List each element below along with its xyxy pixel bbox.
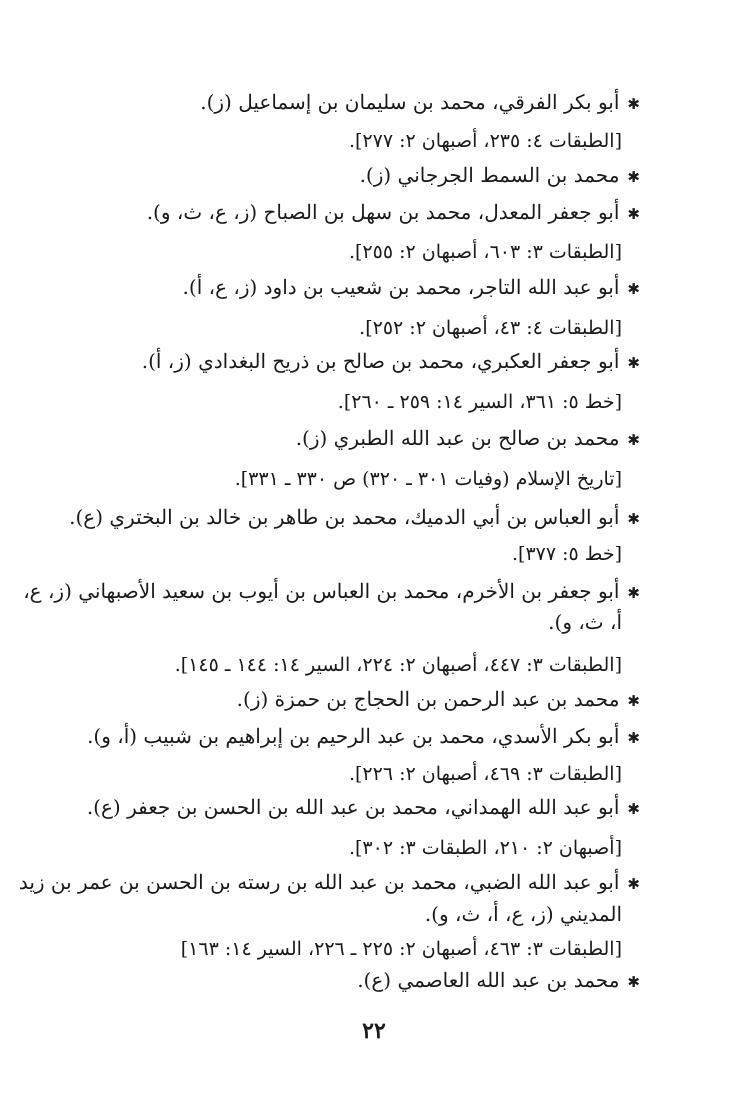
asterisk-icon: ✱ [627,168,640,186]
asterisk-icon: ✱ [627,800,640,818]
entry-text: أبو عبد الله الهمداني، محمد بن عبد الله بن الحسن بن جعفر (ع). [86,795,620,819]
reference-line [349,834,622,862]
reference-text: [الطبقات ٣: ٤٦٣، أصبهان ٢: ٢٢٥ ـ ٢٢٦، السير ١٤: ١٦٣] [180,938,622,960]
asterisk-icon: ✱ [627,692,640,710]
entry-text: المديني (ز، ع، أ، ث، و). [424,902,622,926]
reference-line [235,465,622,493]
reference-line [512,540,622,568]
entry-continuation-line [548,608,622,636]
reference-line [349,760,622,788]
entry-text: أبو عبد الله التاجر، محمد بن شعيب بن داود (ز، ع، أ). [182,275,620,299]
entry-line [296,424,640,454]
asterisk-icon: ✱ [627,354,640,372]
entry-line [147,198,640,228]
reference-line [338,388,622,416]
reference-line [175,651,622,679]
reference-line [359,314,622,342]
reference-text: [الطبقات ٣: ٤٦٩، أصبهان ٢: ٢٢٦]. [348,763,622,785]
entry-line [357,966,640,996]
asterisk-icon: ✱ [627,510,640,528]
asterisk-icon: ✱ [627,95,640,113]
entry-text: محمد بن صالح بن عبد الله الطبري (ز). [295,426,620,450]
entry-line [142,347,640,377]
entry-text: أبو بكر الأسدي، محمد بن عبد الرحيم بن إبراهيم بن شبيب (أ، و). [87,724,620,748]
reference-text: [الطبقات ٣: ٤٤٧، أصبهان ٢: ٢٢٤، السير ١٤: ١٤٤ ـ ١٤٥]. [174,654,622,676]
reference-line [181,935,622,963]
reference-text: [خط ٥: ٣٧٧]. [512,543,622,565]
asterisk-icon: ✱ [627,280,640,298]
entry-text: أبو جعفر المعدل، محمد بن سهل بن الصباح (ز، ع، ث، و). [146,200,620,224]
reference-text: [أصبهان ٢: ٢١٠، الطبقات ٣: ٣٠٢]. [348,837,622,859]
reference-text: [الطبقات ٣: ٦٠٣، أصبهان ٢: ٢٥٥]. [348,241,622,263]
entry-line [237,685,640,715]
asterisk-icon: ✱ [627,973,640,991]
asterisk-icon: ✱ [627,431,640,449]
entry-continuation-line [425,900,622,928]
entry-text: أبو جعفر العكبري، محمد بن صالح بن ذريح البغدادي (ز، أ). [141,349,620,373]
entry-line [87,793,640,823]
entry-text: أبو عبد الله الضبي، محمد بن عبد الله بن رسته بن الحسن بن عمر بن زيد [18,870,620,894]
entry-text: محمد بن عبد الرحمن بن الحجاج بن حمزة (ز). [236,687,620,711]
entry-line [200,88,640,118]
entry-line [183,273,640,303]
asterisk-icon: ✱ [627,205,640,223]
reference-line [349,127,622,155]
asterisk-icon: ✱ [627,584,640,602]
entry-text: أبو العباس بن أبي الدميك، محمد بن طاهر بن خالد بن البختري (ع). [69,505,620,529]
entry-line [360,161,640,191]
asterisk-icon: ✱ [627,875,640,893]
entry-text: أبو بكر الفرقي، محمد بن سليمان بن إسماعيل (ز). [200,90,620,114]
reference-text: [الطبقات ٤: ٢٣٥، أصبهان ٢: ٢٧٧]. [348,130,622,152]
entry-text: أ، ث، و). [548,610,622,634]
asterisk-icon: ✱ [627,729,640,747]
reference-text: [خط ٥: ٣٦١، السير ١٤: ٢٥٩ ـ ٢٦٠]. [337,391,622,413]
entry-text: محمد بن عبد الله العاصمي (ع). [357,968,620,992]
page-number: ٢٢ [362,1018,386,1044]
entry-line [87,722,640,752]
entry-line [19,868,640,898]
reference-line [349,238,622,266]
entry-text: أبو جعفر بن الأخرم، محمد بن العباس بن أيوب بن سعيد الأصبهاني (ز، ع، [23,579,620,603]
entry-line [23,577,640,607]
reference-text: [تاريخ الإسلام (وفيات ٣٠١ ـ ٣٢٠) ص ٣٣٠ ـ ٣٣١]. [234,468,622,490]
entry-line [69,503,640,533]
entry-text: محمد بن السمط الجرجاني (ز). [359,163,620,187]
reference-text: [الطبقات ٤: ٤٣، أصبهان ٢: ٢٥٢]. [359,317,622,339]
